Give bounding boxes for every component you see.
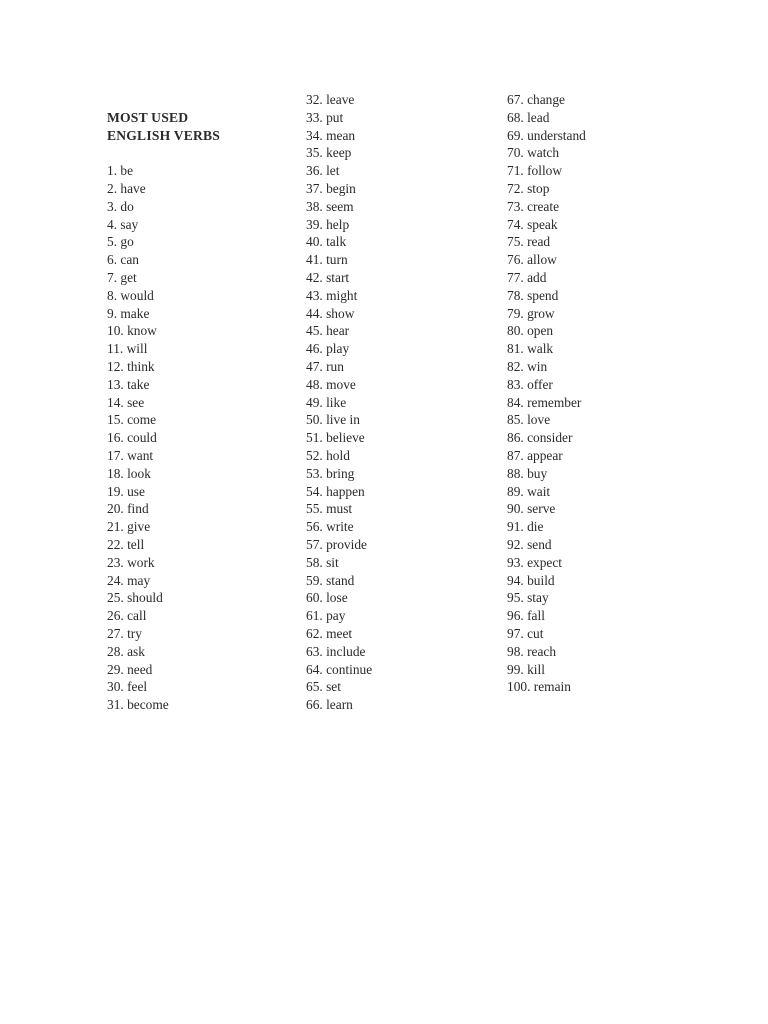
verb-item: 7. get	[107, 269, 137, 285]
top-spacer	[107, 91, 220, 109]
verb-item: 91. die	[507, 519, 544, 535]
verb-item: 65. set	[306, 679, 341, 695]
verb-item: 24. may	[107, 572, 151, 588]
verb-item: 69. understand	[507, 127, 586, 143]
verb-item: 17. want	[107, 447, 154, 463]
verb-item: 55. must	[306, 501, 353, 517]
verb-item: 37. begin	[306, 180, 356, 196]
verb-item: 35. keep	[306, 145, 352, 161]
verb-item: 40. talk	[306, 234, 347, 250]
verb-item: 92. send	[507, 536, 552, 552]
title-spacer	[107, 144, 220, 162]
verb-item: 47. run	[306, 358, 344, 374]
verb-item: 16. could	[107, 430, 157, 446]
verb-item: 51. believe	[306, 430, 365, 446]
verb-item: 8. would	[107, 287, 154, 303]
verb-item: 31. become	[107, 697, 169, 713]
verb-item: 13. take	[107, 376, 150, 392]
verb-item: 57. provide	[306, 536, 367, 552]
verb-item: 6. can	[107, 252, 139, 268]
verb-item: 59. stand	[306, 572, 355, 588]
verb-item: 66. learn	[306, 697, 353, 713]
verb-item: 14. see	[107, 394, 145, 410]
verb-item: 1. be	[107, 163, 134, 179]
verb-item: 58. sit	[306, 554, 339, 570]
verb-item: 60. lose	[306, 590, 348, 606]
verb-item: 26. call	[107, 608, 147, 624]
verb-item: 61. pay	[306, 608, 346, 624]
verb-item: 99. kill	[507, 661, 545, 677]
verb-item: 80. open	[507, 323, 554, 339]
verb-item: 77. add	[507, 269, 547, 285]
verb-item: 62. meet	[306, 625, 353, 641]
verb-item: 5. go	[107, 234, 134, 250]
verb-item: 97. cut	[507, 625, 544, 641]
verb-item: 82. win	[507, 358, 548, 374]
verb-item: 39. help	[306, 216, 350, 232]
verb-item: 38. seem	[306, 198, 354, 214]
verb-item: 29. need	[107, 661, 153, 677]
verb-item: 36. let	[306, 163, 340, 179]
verb-item: 81. walk	[507, 341, 554, 357]
verb-item: 94. build	[507, 572, 555, 588]
column-2	[306, 91, 372, 714]
verb-item: 90. serve	[507, 501, 556, 517]
verb-item: 48. move	[306, 376, 356, 392]
verb-item: 79. grow	[507, 305, 555, 321]
verb-item: 30. feel	[107, 679, 148, 695]
verb-item: 15. come	[107, 412, 157, 428]
verb-item: 4. say	[107, 216, 139, 232]
verb-item: 42. start	[306, 269, 350, 285]
verb-item: 12. think	[107, 358, 155, 374]
verb-item: 32. leave	[306, 92, 355, 107]
verb-item: 71. follow	[507, 163, 563, 179]
verb-item: 50. live in	[306, 412, 360, 428]
verb-list-1	[107, 162, 220, 714]
verb-item: 20. find	[107, 501, 149, 517]
verb-item: 56. write	[306, 519, 354, 535]
verb-item: 21. give	[107, 519, 151, 535]
verb-item: 88. buy	[507, 465, 548, 481]
verb-item: 96. fall	[507, 608, 545, 624]
verb-item: 75. read	[507, 234, 551, 250]
verb-item: 25. should	[107, 590, 163, 606]
verb-item: 43. might	[306, 287, 358, 303]
verb-item: 95. stay	[507, 590, 549, 606]
verb-item: 70. watch	[507, 145, 560, 161]
verb-item: 78. spend	[507, 287, 559, 303]
verb-item: 10. know	[107, 323, 157, 339]
verb-item: 52. hold	[306, 447, 350, 463]
verb-item: 98. reach	[507, 643, 557, 659]
page-title-line-1: MOST USED	[107, 109, 189, 125]
page-title-line-2: ENGLISH VERBS	[107, 127, 221, 143]
verb-item: 72. stop	[507, 180, 550, 196]
verb-item: 28. ask	[107, 643, 145, 659]
verb-item: 49. like	[306, 394, 347, 410]
column-1	[107, 91, 220, 714]
verb-item: 83. offer	[507, 376, 553, 392]
verb-list-2	[306, 91, 372, 714]
verb-item: 34. mean	[306, 127, 356, 143]
verb-item: 45. hear	[306, 323, 350, 339]
verb-item: 73. create	[507, 198, 560, 214]
verb-item: 22. tell	[107, 536, 145, 552]
verb-item: 27. try	[107, 625, 142, 641]
verb-item: 85. love	[507, 412, 551, 428]
verb-item: 67. change	[507, 92, 566, 107]
verb-item: 93. expect	[507, 554, 563, 570]
verb-item: 18. look	[107, 465, 151, 481]
verb-item: 9. make	[107, 305, 150, 321]
verb-item: 63. include	[306, 643, 366, 659]
verb-item: 76. allow	[507, 252, 557, 268]
verb-item: 46. play	[306, 341, 350, 357]
verb-item: 100. remain	[507, 679, 571, 695]
column-3	[507, 91, 586, 696]
verb-item: 68. lead	[507, 109, 550, 125]
verb-item: 84. remember	[507, 394, 582, 410]
verb-item: 86. consider	[507, 430, 573, 446]
verb-list-3	[507, 91, 586, 696]
verb-item: 33. put	[306, 109, 344, 125]
verb-item: 3. do	[107, 198, 134, 214]
verb-item: 44. show	[306, 305, 355, 321]
verb-item: 54. happen	[306, 483, 365, 499]
verb-item: 2. have	[107, 180, 146, 196]
verb-item: 23. work	[107, 554, 155, 570]
verb-item: 53. bring	[306, 465, 355, 481]
verb-item: 74. speak	[507, 216, 558, 232]
verb-item: 19. use	[107, 483, 145, 499]
verb-item: 11. will	[107, 341, 148, 357]
verb-item: 89. wait	[507, 483, 551, 499]
verb-item: 87. appear	[507, 447, 563, 463]
verb-item: 64. continue	[306, 661, 373, 677]
verb-item: 41. turn	[306, 252, 348, 268]
